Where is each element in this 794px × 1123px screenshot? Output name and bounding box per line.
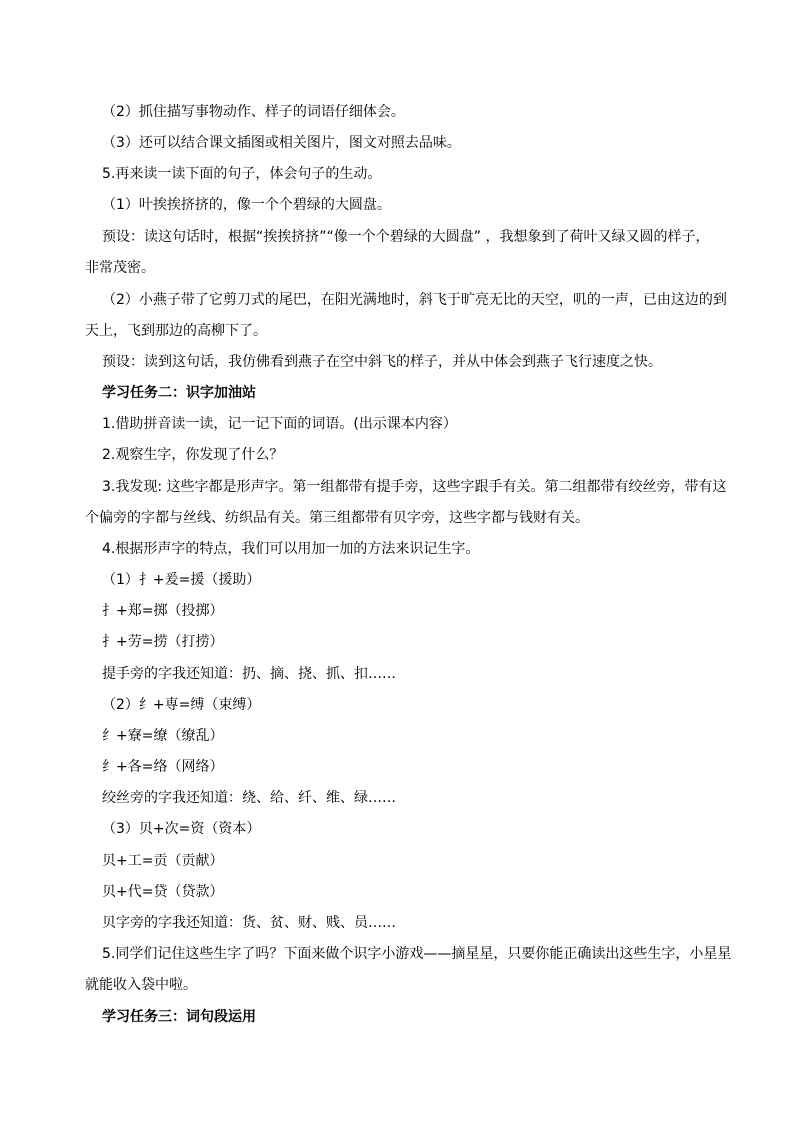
text-line: 贝+工=贡（贡献） <box>102 853 224 869</box>
text-line: 扌+郑=掷（投掷） <box>102 603 224 619</box>
text-line: （2）纟+専=缚（束缚） <box>102 697 261 713</box>
text-line: （3）贝+次=资（资本） <box>102 821 261 837</box>
text-line: 5.同学们记住这些生字了吗？下面来做个识字小游戏——摘星星，只要你能正确读出这些生字，小星星 <box>102 946 732 962</box>
text-line: 预设：读到这句话，我仿佛看到燕子在空中斜飞的样子，并从中体会到燕子飞行速度之快。 <box>102 354 662 370</box>
text-line: 天上，飞到那边的高柳下了。 <box>85 323 267 339</box>
text-line: 贝+代=贷（贷款） <box>102 884 224 900</box>
text-line: （2）小燕子带了它剪刀式的尾巴，在阳光满地时，斜飞于旷亮无比的天空，叽的一声，已由这边的到 <box>102 292 727 308</box>
text-line: 预设：读这句话时，根据“挨挨挤挤”“像一个个碧绿的大圆盘” ，我想象到了荷叶又绿又圆的样子， <box>102 229 710 245</box>
text-line: （3）还可以结合课文插图或相关图片，图文对照去品味。 <box>102 135 461 151</box>
text-line: 个偏旁的字都与丝线、纺织品有关。第三组都带有贝字旁，这些字都与钱财有关。 <box>85 510 589 526</box>
text-line: 提手旁的字我还知道：扔、摘、挠、抓、扣…… <box>102 666 396 682</box>
text-line: 非常茂密。 <box>85 260 155 276</box>
text-line: 1.借助拼音读一读，记一记下面的词语。(出示课本内容） <box>102 416 457 432</box>
section-heading: 学习任务二：识字加油站 <box>102 385 256 401</box>
text-line: 纟+寮=缭（缭乱） <box>102 728 224 744</box>
text-line: 绞丝旁的字我还知道：绕、给、纤、维、绿…… <box>102 790 396 806</box>
text-line: （1）扌+爰=援（援助） <box>102 572 261 588</box>
text-line: 贝字旁的字我还知道：货、贫、财、贱、员…… <box>102 915 396 931</box>
text-line: 扌+劳=捞（打捞） <box>102 634 224 650</box>
section-heading: 学习任务三：词句段运用 <box>102 1009 256 1025</box>
text-line: 5.再来读一读下面的句子，体会句子的生动。 <box>102 166 382 182</box>
text-line: （2）抓住描写事物动作、样子的词语仔细体会。 <box>102 104 405 120</box>
text-line: （1）叶挨挨挤挤的，像一个个碧绿的大圆盘。 <box>102 197 391 213</box>
text-line: 2.观察生字，你发现了什么？ <box>102 447 284 463</box>
text-line: 纟+各=络（网络） <box>102 759 224 775</box>
text-line: 就能收入袋中啦。 <box>85 977 197 993</box>
text-line: 4.根据形声字的特点，我们可以用加一加的方法来识记生字。 <box>102 541 480 557</box>
text-line: 3.我发现: 这些字都是形声字。第一组都带有提手旁，这些字跟手有关。第二组都带有绞丝旁，带有这 <box>102 479 727 495</box>
